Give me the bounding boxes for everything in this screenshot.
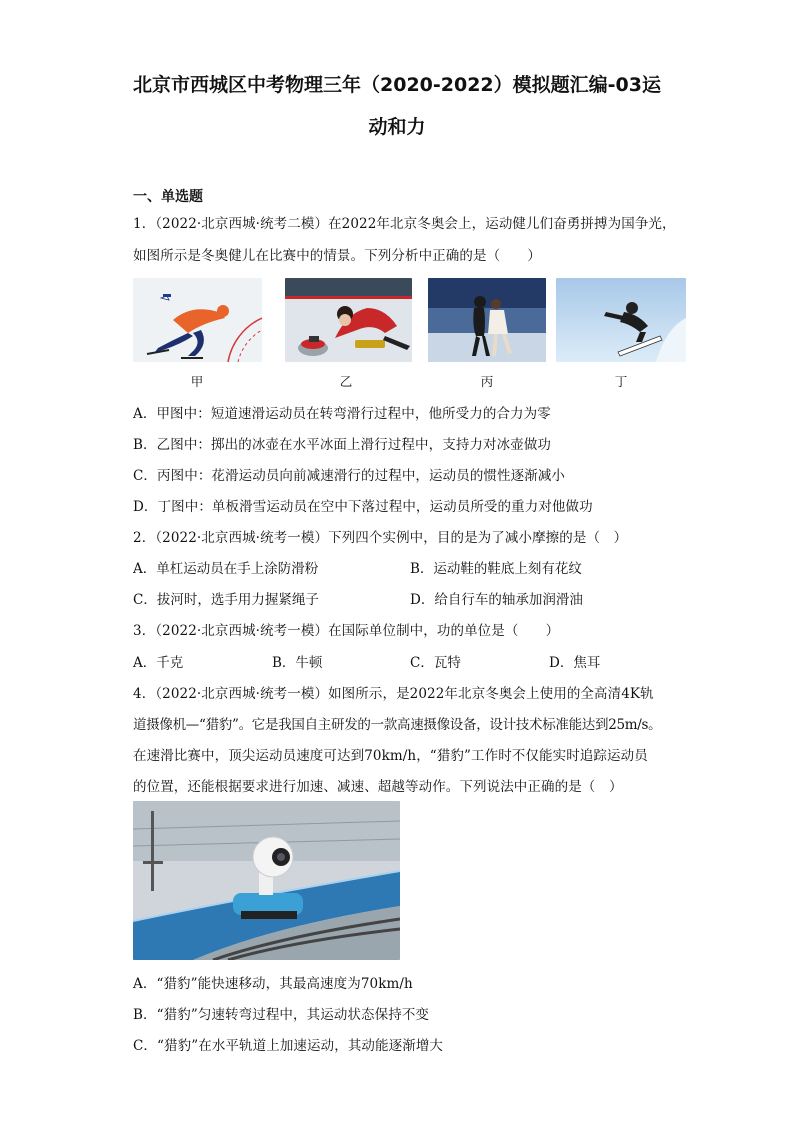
document-title-line1: 北京市西城区中考物理三年（2020-2022）模拟题汇编-03运 <box>133 74 661 96</box>
q2-option-c: C．拔河时，选手用力握紧绳子 <box>133 592 319 608</box>
q1-stem-line2: 如图所示是冬奥健儿在比赛中的情景。下列分析中正确的是（ ） <box>133 248 541 264</box>
q4-stem-line3: 在速滑比赛中，顶尖运动员速度可达到70km/h，“猎豹”工作时不仅能实时追踪运动员 <box>133 748 648 764</box>
figure-skating-illustration <box>428 278 546 362</box>
q1-option-c: C．丙图中：花滑运动员向前减速滑行的过程中，运动员的惯性逐渐减小 <box>133 468 566 484</box>
q3-option-b: B．牛顿 <box>272 655 323 671</box>
q3-stem: 3．（2022·北京西城·统考一模）在国际单位制中，功的单位是（ ） <box>133 623 560 639</box>
document-title-line2: 动和力 <box>368 116 426 138</box>
photo-curling <box>285 278 412 362</box>
curling-illustration <box>285 278 412 362</box>
photo-speed-skater <box>133 278 262 362</box>
q3-option-a: A．千克 <box>133 655 184 671</box>
q4-option-c: C．“猎豹”在水平轨道上加速运动，其动能逐渐增大 <box>133 1038 444 1054</box>
q1-option-a: A．甲图中：短道速滑运动员在转弯滑行过程中，他所受力的合力为零 <box>133 406 551 422</box>
speed-skater-illustration <box>133 278 262 362</box>
caption-ding: 丁 <box>614 374 628 389</box>
q2-stem: 2．（2022·北京西城·统考一模）下列四个实例中，目的是为了减小摩擦的是（ ） <box>133 530 628 546</box>
q2-option-a: A．单杠运动员在手上涂防滑粉 <box>133 561 319 577</box>
section-heading: 一、单选题 <box>133 189 203 205</box>
q3-option-d: D．焦耳 <box>549 655 601 671</box>
photo-snowboard <box>556 278 686 362</box>
q4-stem-line4: 的位置，还能根据要求进行加速、减速、超越等动作。下列说法中正确的是（ ） <box>133 779 623 795</box>
q4-stem-line1: 4．（2022·北京西城·统考一模）如图所示，是2022年北京冬奥会上使用的全高清4K轨 <box>133 686 654 702</box>
photo-track-camera <box>133 801 400 960</box>
track-camera-illustration <box>133 801 400 960</box>
q2-option-d: D．给自行车的轴承加润滑油 <box>410 592 583 608</box>
q4-stem-line2: 道摄像机—“猎豹”。它是我国自主研发的一款高速摄像设备，设计技术标准能达到25m/s。 <box>133 717 662 733</box>
caption-jia: 甲 <box>190 374 204 389</box>
snowboard-illustration <box>556 278 686 362</box>
q2-option-b: B．运动鞋的鞋底上刻有花纹 <box>410 561 582 577</box>
q3-option-c: C．瓦特 <box>410 655 461 671</box>
q1-option-d: D．丁图中：单板滑雪运动员在空中下落过程中，运动员所受的重力对他做功 <box>133 499 593 515</box>
q1-option-b: B．乙图中：掷出的冰壶在水平冰面上滑行过程中，支持力对冰壶做功 <box>133 437 552 453</box>
photo-figure-skating <box>428 278 546 362</box>
caption-bing: 丙 <box>480 374 494 389</box>
q4-option-b: B．“猎豹”匀速转弯过程中，其运动状态保持不变 <box>133 1007 430 1023</box>
q4-option-a: A．“猎豹”能快速移动，其最高速度为70km/h <box>133 976 413 992</box>
caption-yi: 乙 <box>339 374 353 389</box>
q1-stem-line1: 1．（2022·北京西城·统考二模）在2022年北京冬奥会上，运动健儿们奋勇拼搏为国争光， <box>133 216 676 232</box>
